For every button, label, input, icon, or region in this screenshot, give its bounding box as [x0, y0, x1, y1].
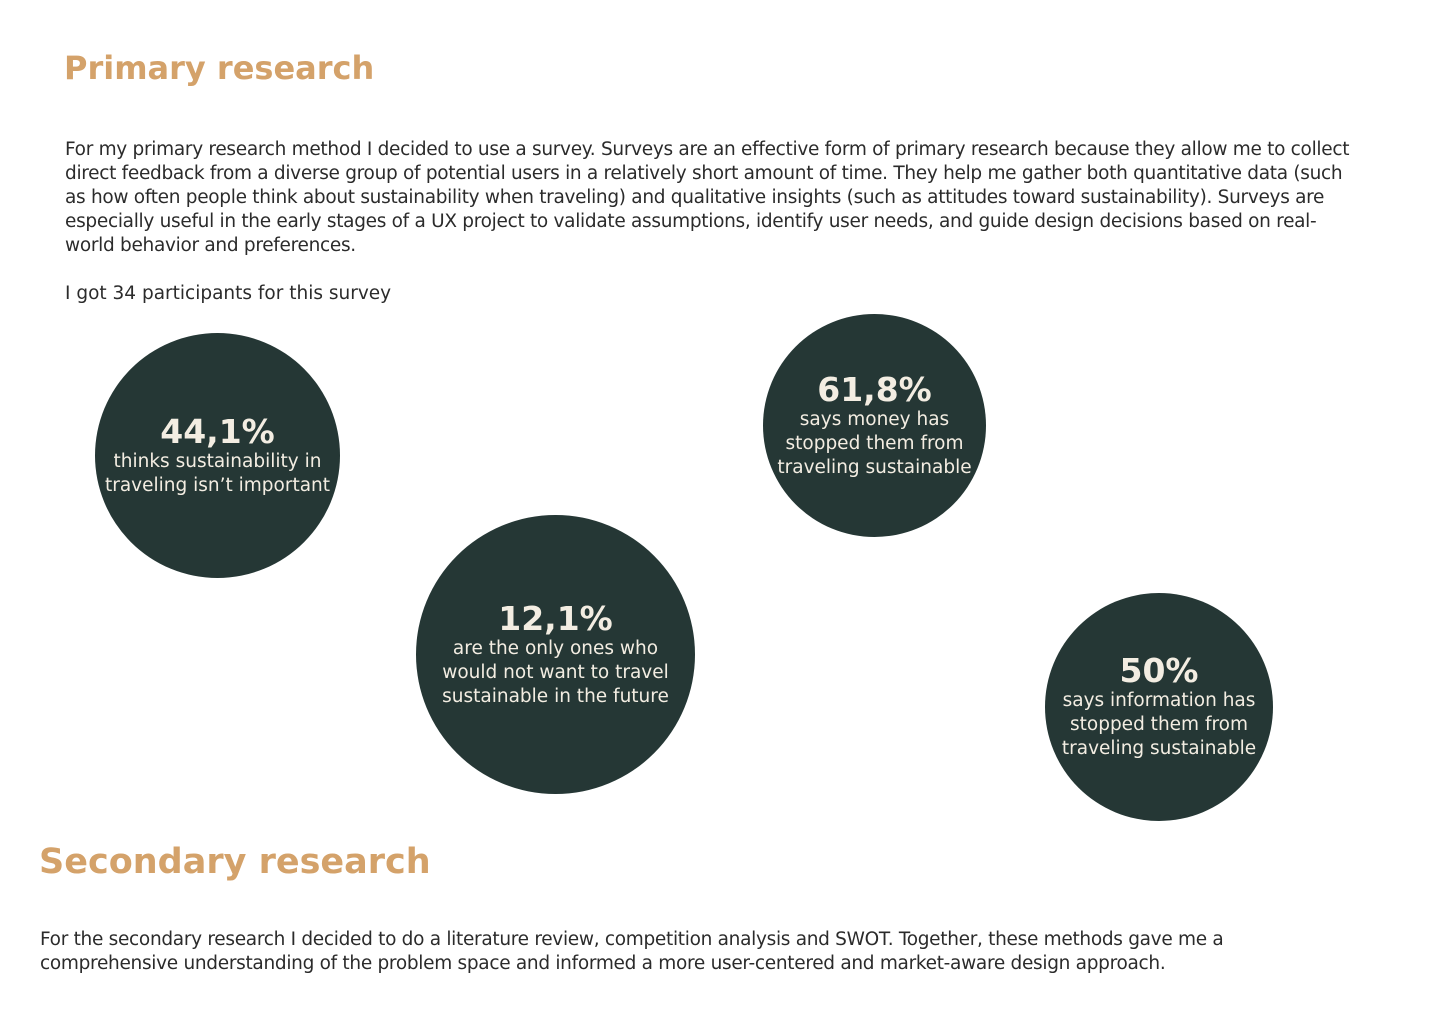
stat-description: says information has stopped them from traveling sustainable	[1061, 690, 1257, 759]
participants-count-text: I got 34 participants for this survey	[65, 283, 392, 304]
stat-circle-information-barrier	[1045, 593, 1273, 821]
primary-research-description: For my primary research method I decided to use a survey. Surveys are an effective form of primary research because they allow me to collect direct feedback from a diverse group of potential users in a relatively short amount of time. They help me gather both quantitative data (such as how often people think about sustainability when traveling) and qualitative insights (such as attitudes toward sustainability). Surveys are especially useful in the early stages of a UX project to validate assumptions, identify user needs, and guide design decisions based on real-world behavior and preferences.	[65, 139, 1350, 256]
stat-circle-money-barrier	[763, 314, 986, 537]
secondary-research-title: Secondary research	[39, 842, 431, 882]
stat-description: thinks sustainability in traveling isn’t important	[104, 450, 331, 496]
primary-research-title: Primary research	[64, 49, 375, 87]
stat-description: says money has stopped them from traveling sustainable	[777, 408, 972, 478]
stat-value: 61,8%	[817, 369, 932, 409]
stat-value: 44,1%	[160, 411, 275, 451]
stat-value: 50%	[1119, 651, 1199, 690]
stat-value: 12,1%	[498, 598, 613, 638]
stat-description: are the only ones who would not want to travel sustainable in the future	[442, 637, 669, 707]
stat-circle-not-want-sustainable-travel	[416, 515, 695, 794]
stat-circle-sustainability-not-important	[95, 333, 340, 578]
secondary-research-description: For the secondary research I decided to do a literature review, competition analysis and SWOT. Together, these methods gave me a comprehensive understanding of the problem space and informed a more user-centered and market-aware design approach.	[40, 929, 1224, 974]
